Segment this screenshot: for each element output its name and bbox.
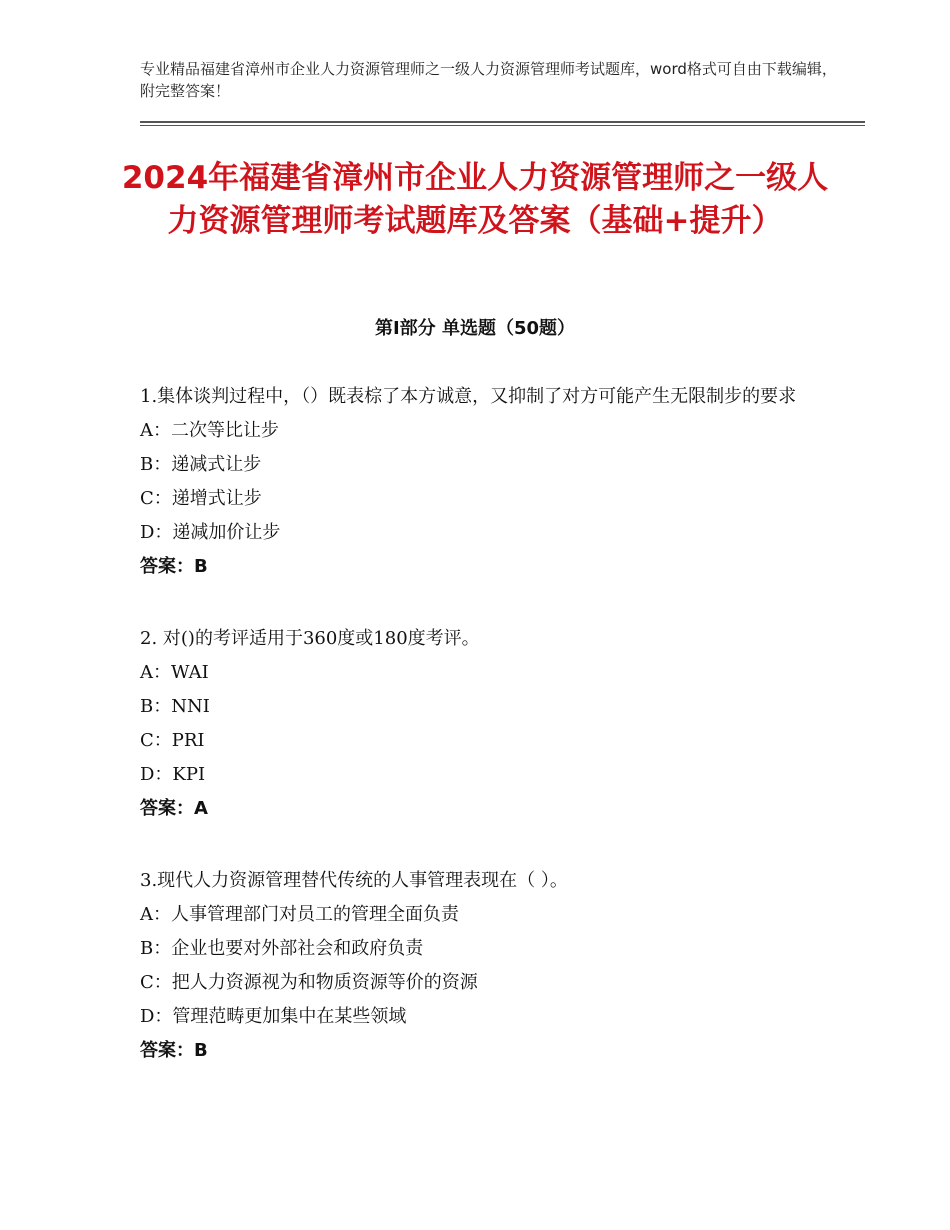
option-d: D：管理范畴更加集中在某些领域 [140,1006,407,1027]
question-list [140,380,820,1106]
option-c: C：把人力资源视为和物质资源等价的资源 [140,972,478,993]
answer-label: 答案：B [140,1040,208,1061]
option-d: D：递减加价让步 [140,522,281,543]
section-title: 第Ⅰ部分 单选题（50题） [374,318,575,339]
option-a: A：人事管理部门对员工的管理全面负责 [140,904,459,925]
question-item [140,622,820,826]
document-title: 2024年福建省漳州市企业人力资源管理师之一级人力资源管理师考试题库及答案（基础+提升） [121,160,829,239]
option-a: A：WAI [140,662,209,683]
question-stem: 1.集体谈判过程中，（）既表棕了本方诚意，又抑制了对方可能产生无限制步的要求 [140,386,797,407]
option-b: B：企业也要对外部社会和政府负责 [140,938,424,959]
question-item [140,864,820,1068]
option-d: D：KPI [140,764,206,785]
option-b: B：递减式让步 [140,454,262,475]
header-note: 专业精品福建省漳州市企业人力资源管理师之一级人力资源管理师考试题库，word格式可自由下载编辑，附完整答案！ [140,60,837,100]
option-a: A：二次等比让步 [140,420,279,441]
header-divider-thin [140,125,865,126]
question-item [140,380,820,584]
answer-label: 答案：A [140,798,208,819]
option-c: C：PRI [140,730,205,751]
header-divider-thick [140,121,865,123]
answer-label: 答案：B [140,556,208,577]
question-stem: 2. 对()的考评适用于360度或180度考评。 [140,628,480,649]
question-stem: 3.现代人力资源管理替代传统的人事管理表现在（ ）。 [140,870,568,891]
option-c: C：递增式让步 [140,488,262,509]
option-b: B：NNI [140,696,210,717]
